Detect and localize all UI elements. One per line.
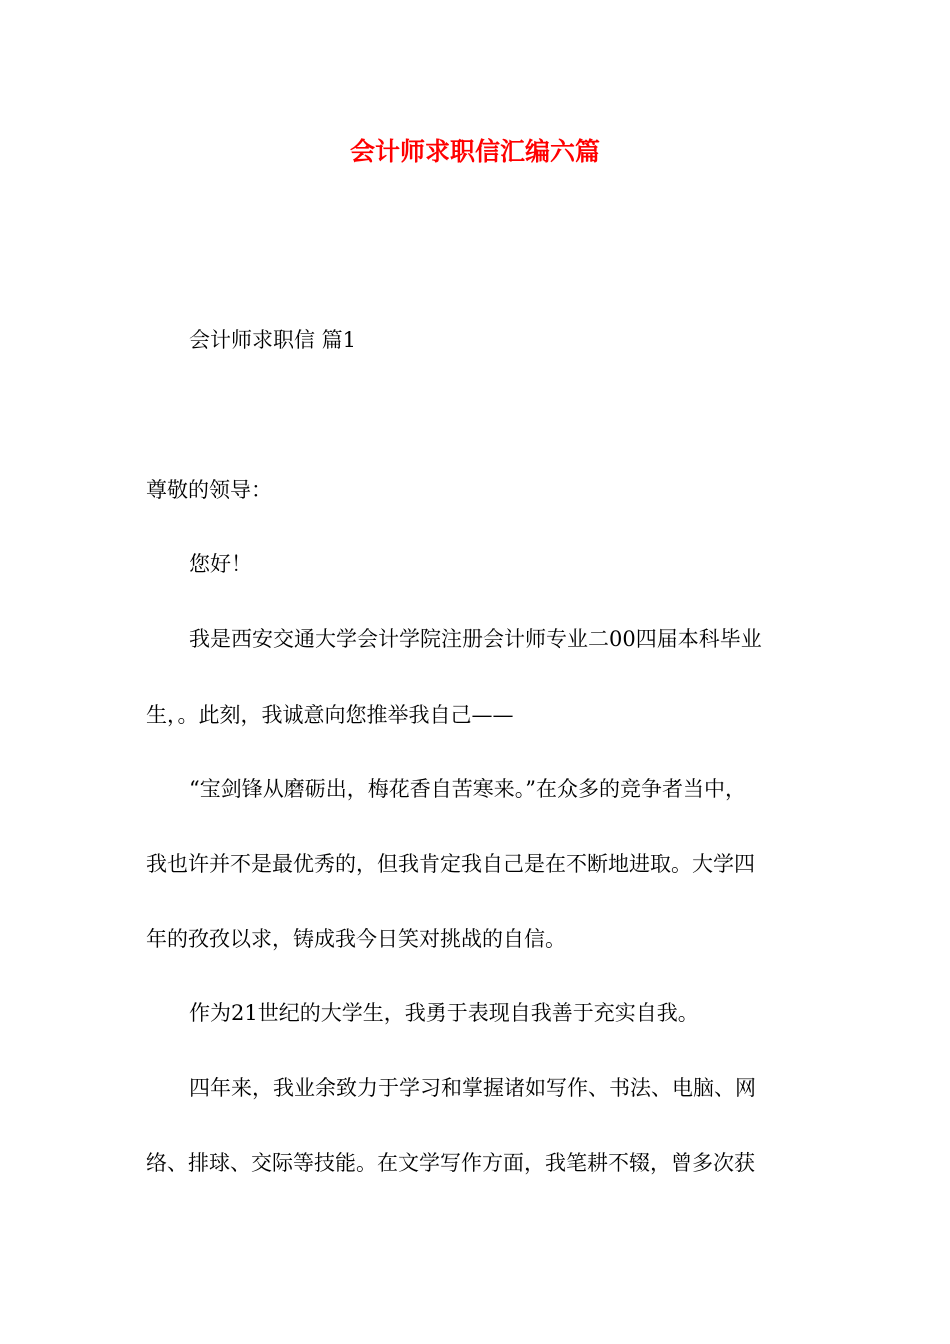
body-line: 生，。此刻，我诚意向您推举我自己—— bbox=[146, 703, 514, 727]
greeting: 您好！ bbox=[189, 552, 252, 576]
body-line: 年的孜孜以求，铸成我今日笑对挑战的自信。 bbox=[146, 927, 566, 951]
body-line: 络、排球、交际等技能。在文学写作方面，我笔耕不辍，曾多次获 bbox=[146, 1151, 755, 1175]
body-line: 我也许并不是最优秀的，但我肯定我自己是在不断地进取。大学四 bbox=[146, 852, 755, 876]
body-line: “宝剑锋从磨砺出，梅花香自苦寒来。”在众多的竞争者当中， bbox=[189, 777, 746, 801]
section-heading: 会计师求职信 篇1 bbox=[189, 328, 357, 352]
body-line: 作为21世纪的大学生，我勇于表现自我善于充实自我。 bbox=[189, 1001, 699, 1025]
salutation: 尊敬的领导： bbox=[146, 478, 272, 502]
document-title: 会计师求职信汇编六篇 bbox=[349, 137, 600, 166]
body-line: 四年来，我业余致力于学习和掌握诸如写作、书法、电脑、网 bbox=[189, 1076, 756, 1100]
body-line: 我是西安交通大学会计学院注册会计师专业二00四届本科毕业 bbox=[189, 627, 762, 651]
